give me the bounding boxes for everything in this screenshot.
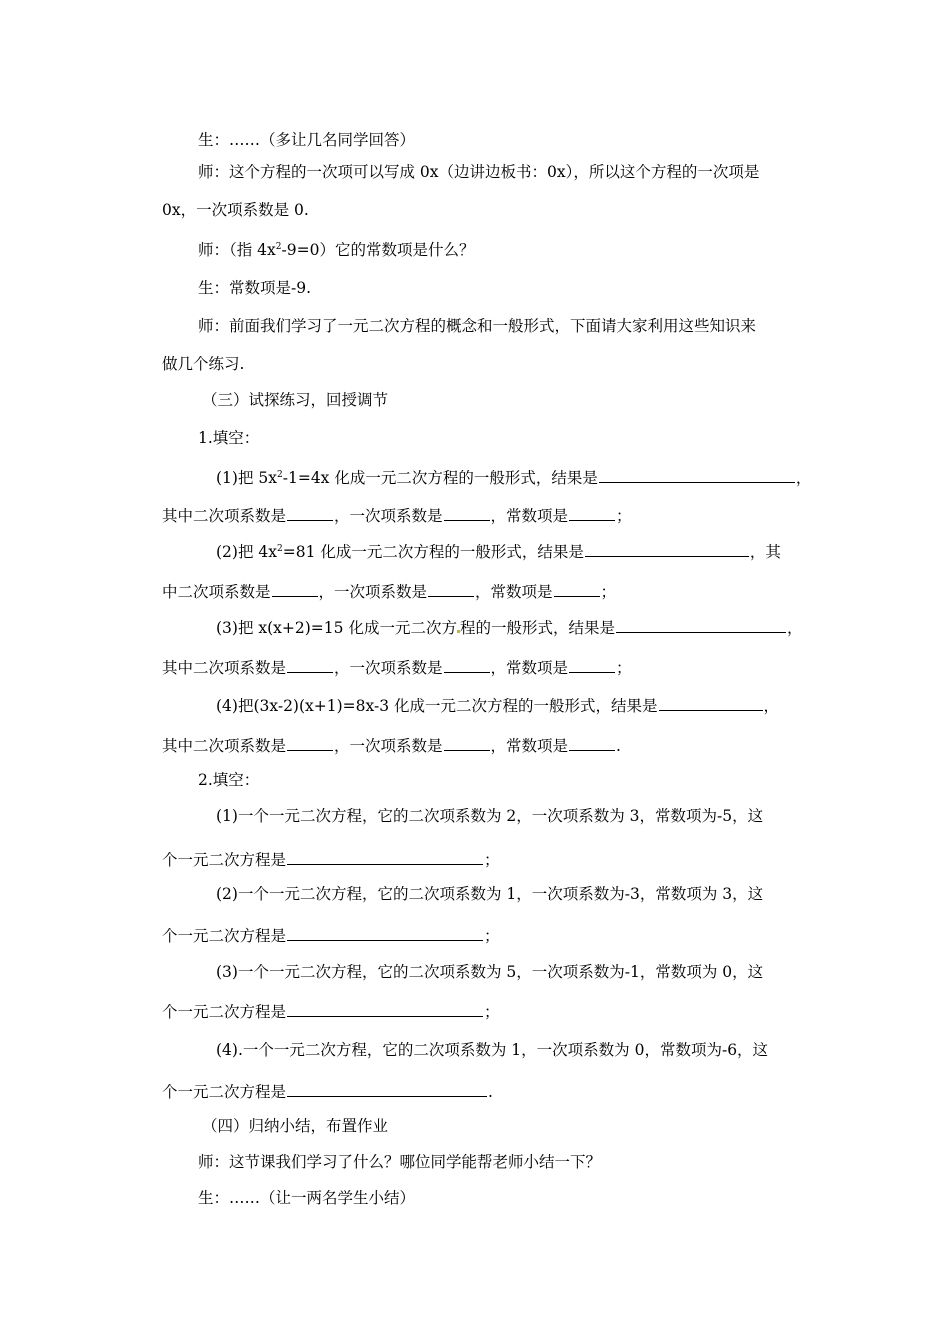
text-span: ，常数项是 bbox=[490, 507, 569, 525]
text-line: 师：这节课我们学习了什么？哪位同学能帮老师小结一下？ bbox=[198, 1153, 602, 1171]
text-span: 其中二次项系数是 bbox=[162, 507, 287, 525]
text-span: ，一次项系数是 bbox=[334, 659, 443, 677]
text-line bbox=[198, 240, 474, 260]
answer-blank[interactable] bbox=[287, 924, 483, 941]
text-span: . bbox=[616, 737, 621, 755]
text-span: ； bbox=[484, 851, 500, 869]
text-line: 生：……（多让几名同学回答） bbox=[198, 131, 416, 149]
question-line bbox=[216, 694, 779, 716]
answer-blank[interactable] bbox=[444, 504, 490, 521]
answer-blank[interactable] bbox=[659, 694, 763, 711]
question-line: (2)一个一元二次方程，它的二次项系数为 1，一次项系数为-3，常数项为 3，这 bbox=[216, 885, 764, 903]
text-span: =81 化成一元二次方程的一般形式，结果是 bbox=[282, 543, 584, 561]
text-line: 做几个练习. bbox=[162, 355, 245, 373]
text-span: 其中二次项系数是 bbox=[162, 659, 287, 677]
text-span: ，常数项是 bbox=[490, 659, 569, 677]
text-span: (3)把 x(x+2)=15 化成一元二次方 bbox=[216, 619, 457, 637]
text-span: ； bbox=[600, 583, 617, 601]
answer-blank[interactable] bbox=[554, 580, 600, 597]
text-span: ，一次项系数是 bbox=[334, 507, 443, 525]
question-line bbox=[162, 1080, 493, 1102]
text-span: ， bbox=[795, 469, 812, 487]
answer-blank[interactable] bbox=[569, 504, 615, 521]
answer-blank[interactable] bbox=[585, 540, 749, 557]
question-heading: 2.填空： bbox=[198, 771, 260, 789]
answer-blank[interactable] bbox=[287, 848, 483, 865]
answer-blank[interactable] bbox=[444, 734, 490, 751]
text-span: ， bbox=[763, 697, 780, 715]
answer-blank[interactable] bbox=[287, 1080, 487, 1097]
answer-blank[interactable] bbox=[616, 616, 786, 633]
text-span: 其中二次项系数是 bbox=[162, 737, 287, 755]
text-span: -1=4x 化成一元二次方程的一般形式，结果是 bbox=[282, 469, 598, 487]
question-line bbox=[216, 466, 811, 488]
text-span: ， bbox=[749, 543, 766, 561]
text-span: 个一元二次方程是 bbox=[162, 851, 287, 869]
text-span: . bbox=[488, 1083, 493, 1101]
answer-blank[interactable] bbox=[599, 466, 795, 483]
answer-blank[interactable] bbox=[287, 504, 333, 521]
answer-blank[interactable] bbox=[287, 656, 333, 673]
text-span: ； bbox=[616, 659, 632, 677]
text-span: ； bbox=[484, 927, 500, 945]
answer-blank[interactable] bbox=[569, 656, 615, 673]
section-heading: （三）试探练习，回授调节 bbox=[202, 391, 389, 409]
text-span: -9=0）它的常数项是什么？ bbox=[281, 241, 475, 259]
text-span: ， bbox=[786, 619, 803, 637]
answer-blank[interactable] bbox=[428, 580, 474, 597]
text-span: ，一次项系数是 bbox=[318, 583, 428, 601]
superscript: 2 bbox=[275, 242, 282, 252]
text-span: (1)把 5x bbox=[216, 469, 277, 487]
text-line: 师：前面我们学习了一元二次方程的概念和一般形式，下面请大家利用这些知识来 bbox=[198, 317, 757, 335]
answer-blank[interactable] bbox=[569, 734, 615, 751]
text-span: 程的一般形式，结果是 bbox=[459, 619, 615, 637]
question-line bbox=[162, 734, 621, 756]
superscript: 2 bbox=[277, 544, 283, 554]
question-heading: 1.填空： bbox=[198, 429, 260, 447]
text-line: 0x，一次项系数是 0. bbox=[162, 201, 309, 219]
text-span: (2)把 4x bbox=[216, 543, 277, 561]
question-line bbox=[162, 504, 632, 526]
text-span: 其 bbox=[765, 543, 781, 561]
question-line bbox=[162, 924, 500, 946]
text-span: (4)把(3x-2)(x+1)=8x-3 化成一元二次方程的一般形式，结果是 bbox=[216, 697, 658, 715]
answer-blank[interactable] bbox=[444, 656, 490, 673]
text-span: 个一元二次方程是 bbox=[162, 1003, 287, 1021]
answer-blank[interactable] bbox=[287, 734, 333, 751]
text-span: 中二次项系数是 bbox=[162, 583, 271, 601]
answer-blank[interactable] bbox=[272, 580, 318, 597]
text-span: ； bbox=[484, 1003, 500, 1021]
text-line: 师：这个方程的一次项可以写成 0x（边讲边板书：0x），所以这个方程的一次项是 bbox=[198, 163, 760, 181]
text-line: 生：……（让一两名学生小结） bbox=[198, 1189, 416, 1207]
text-span: 个一元二次方程是 bbox=[162, 1083, 287, 1101]
text-span: 个一元二次方程是 bbox=[162, 927, 287, 945]
question-line: (1)一个一元二次方程，它的二次项系数为 2，一次项系数为 3，常数项为-5，这 bbox=[216, 807, 764, 825]
question-line bbox=[162, 1000, 500, 1022]
text-span: ，一次项系数是 bbox=[334, 737, 443, 755]
superscript: 2 bbox=[277, 470, 283, 480]
text-span: ，常数项是 bbox=[475, 583, 553, 601]
question-line: (3)一个一元二次方程，它的二次项系数为 5，一次项系数为-1，常数项为 0，这 bbox=[216, 963, 764, 981]
text-span: ，常数项是 bbox=[490, 737, 569, 755]
text-line: 生：常数项是-9. bbox=[198, 279, 312, 297]
section-heading: （四）归纳小结，布置作业 bbox=[202, 1117, 389, 1135]
text-span: ； bbox=[616, 507, 632, 525]
question-line: (4).一个一元二次方程，它的二次项系数为 1，一次项系数为 0，常数项为-6，这 bbox=[216, 1041, 769, 1059]
text-span: 师：（指 4x bbox=[198, 241, 276, 259]
question-line bbox=[162, 580, 616, 602]
answer-blank[interactable] bbox=[287, 1000, 483, 1017]
question-line bbox=[162, 656, 632, 678]
question-line bbox=[216, 540, 781, 562]
question-line bbox=[162, 848, 500, 870]
question-line bbox=[216, 616, 802, 638]
